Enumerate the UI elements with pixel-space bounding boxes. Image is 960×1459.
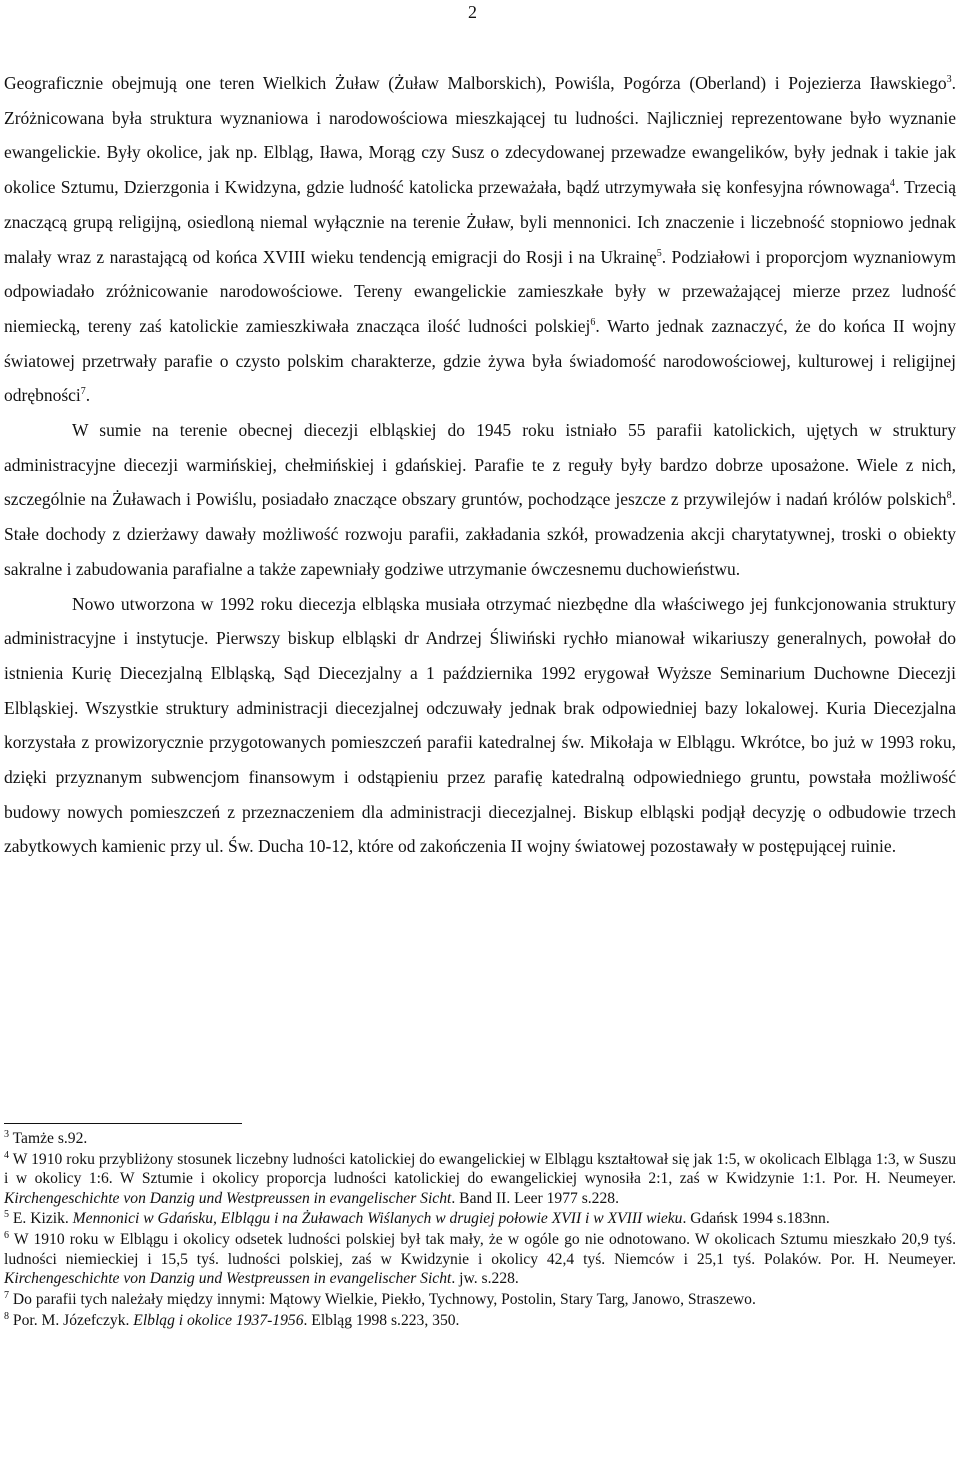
footnote-number: 5 (4, 1209, 9, 1221)
footnote-separator (4, 1123, 242, 1124)
footnote-number: 4 (4, 1149, 9, 1161)
footnote-5 (4, 1209, 956, 1228)
footnote-ref-5[interactable]: 5 (656, 247, 662, 259)
footnote-3 (4, 1129, 956, 1148)
footnote-ref-6[interactable]: 6 (590, 317, 596, 329)
footnote-7 (4, 1290, 956, 1309)
footnote-cited-title: Kirchengeschichte von Danzig und Westpreussen in evangelischer Sicht (4, 1270, 452, 1288)
footnote-ref-8[interactable]: 8 (946, 490, 952, 502)
footnote-text-tail: . jw. s.228. (451, 1270, 519, 1288)
footnote-text: Do parafii tych należały między innymi: Mątowy Wielkie, Piekło, Tychnowy, Postolin, Stary Targ, Janowo, Straszewo. (9, 1290, 756, 1308)
footnotes (4, 1129, 956, 1331)
footnote-number: 3 (4, 1128, 9, 1140)
paragraph-1-text-f: . (85, 385, 91, 406)
footnote-text-tail: . Band II. Leer 1977 s.228. (451, 1189, 619, 1207)
footnote-text: W 1910 roku przybliżony stosunek liczebny ludności katolickiej do ewangelickiej w Elblągu kształtował się jak 1:5, w okolicach Elbląga 1:3, w Suszu i w okolicy 1:6. W Sztumie i okolicy proporcja ludności katolickiej do ewangelickiej wynosiła 2:1, zaś w Kwidzynie 1:1. Por. H. Neumeyer. (4, 1150, 956, 1188)
footnote-text: Por. M. Józefczyk. (9, 1311, 134, 1329)
footnote-text: Tamże s.92. (9, 1130, 88, 1147)
paragraph-2 (4, 413, 956, 587)
page-number: 2 (468, 2, 477, 22)
paragraph-2-text-a: W sumie na terenie obecnej diecezji elbląskiej do 1945 roku istniało 55 parafii katolickich, ujętych w struktury administracyjne diecezji warmińskiej, chełmińskiej i gdańskiej. Parafie te z reguły były bardzo dobrze uposażone. Wiele z nich, szczególnie na Żuławach i Powiślu, posiadało znaczące obszary gruntów, pochodzące jeszcze z przywilejów i nadań królów polskich (4, 420, 956, 510)
footnote-text-tail: . Gdańsk 1994 s.183nn. (682, 1210, 830, 1228)
footnote-4 (4, 1150, 956, 1208)
footnote-8 (4, 1311, 956, 1330)
paragraph-1-text-b: . Zróżnicowana była struktura wyznaniowa i narodowościowa mieszkającej tu ludności. Najliczniej reprezentowane było wyznanie ewangelickie. Były okolice, jak np. Elbląg, Iława, Morąg czy Susz o zdecydowanej przewadze ewangelików, były jednak i takie jak okolice Sztumu, Dzierzgonia i Kwidzyna, gdzie ludność katolicka przeważała, bądź utrzymywała się konfesyjna równowaga (4, 73, 956, 198)
paragraph-1 (4, 66, 956, 413)
paragraph-1-text-c: . Trzecią znaczącą grupą religijną, osiedloną niemal wyłącznie na terenie Żuław, byli mennonici. Ich znaczenie i liczebność stopniowo jednak malały wraz z narastającą od końca XVIII wieku tendencją emigracji do Rosji i na Ukrainę (4, 177, 956, 267)
paragraph-1-text-d: . Podziałowi i proporcjom wyznaniowym odpowiadało zróżnicowanie narodowościowe. Tereny ewangelickie zamieszkałe były w przeważającej mierze przez ludność niemiecką, tereny zaś katolickie zamieszkiwała znacząca ilość ludności polskiej (4, 246, 956, 336)
paragraph-1-text-e: . Warto jednak zaznaczyć, że do końca II wojny światowej przetrwały parafie o czysto polskim charakterze, gdzie żywa była świadomość narodowościowej, kulturowej i religijnej odrębności (4, 315, 956, 406)
footnote-ref-7[interactable]: 7 (80, 386, 86, 398)
footnote-number: 8 (4, 1310, 9, 1322)
paragraph-3: Nowo utworzona w 1992 roku diecezja elbląska musiała otrzymać niezbędne dla właściwego jej funkcjonowania struktury administracyjne i instytucje. Pierwszy biskup elbląski dr Andrzej Śliwiński rychło mianował wikariuszy generalnych, powołał do istnienia Kurię Diecezjalną Elbląską, Sąd Diecezjalny a 1 października 1992 erygował Wyższe Seminarium Duchowne Diecezji Elbląskiej. Wszystkie struktury administracji diecezjalnej odczuwały jednak brak odpowiedniej bazy lokalowej. Kuria Diecezjalna korzystała z prowizorycznie przygotowanych pomieszczeń parafii katedralnej św. Mikołaja w Elblągu. Wkrótce, bo już w 1993 roku, dzięki przyznanym subwencjom finansowym i odstąpieniu przez parafię katedralną odpowiedniego gruntu, powstała możliwość budowy nowych pomieszczeń z przeznaczeniem dla administracji diecezjalnej. Biskup elbląski podjął decyzję o odbudowie trzech zabytkowych kamienic przy ul. Św. Ducha 10-12, które od zakończenia II wojny światowej pozostawały w postępującej ruinie. (4, 593, 956, 857)
footnote-cited-title: Kirchengeschichte von Danzig und Westpreussen in evangelischer Sicht (4, 1189, 452, 1207)
footnote-number: 7 (4, 1289, 9, 1301)
footnote-text: W 1910 roku w Elblągu i okolicy odsetek ludności polskiej był tak mały, że w ogóle go nie odnotowano. W okolicach Sztumu mieszkało 20,9 tyś. ludności niemieckiej i 15,5 tyś. ludności polskiej, zaś w Kwidzynie i okolicy 42,4 tyś. Niemców i 25,1 tyś. Polaków. Por. H. Neumeyer. (4, 1231, 956, 1268)
footnote-text: E. Kizik. (9, 1210, 73, 1228)
footnote-ref-4[interactable]: 4 (889, 178, 895, 190)
body-text (4, 66, 956, 864)
footnote-number: 6 (4, 1230, 9, 1242)
paragraph-1-text-a: Geograficznie obejmują one teren Wielkich Żuław (Żuław Malborskich), Powiśla, Pogórza (Oberland) i Pojezierza Iławskiego (4, 73, 947, 93)
paragraph-2-text-b: . Stałe dochody z dzierżawy dawały możliwość rozwoju parafii, zakładania szkół, prowadzenia akcji charytatywnej, troski o obiekty sakralne i zabudowania parafialne a także zapewniały godziwe utrzymanie ówczesnemu duchowieństwu. (4, 489, 956, 579)
footnote-6 (4, 1230, 956, 1288)
footnote-cited-title: Mennonici w Gdańsku, Elblągu i na Żuławach Wiślanych w drugiej połowie XVII i w XVIII wieku (72, 1210, 683, 1228)
footnote-cited-title: Elbląg i okolice 1937-1956 (133, 1311, 304, 1329)
footnote-text-tail: . Elbląg 1998 s.223, 350. (303, 1311, 460, 1329)
footnote-ref-3[interactable]: 3 (946, 74, 952, 86)
